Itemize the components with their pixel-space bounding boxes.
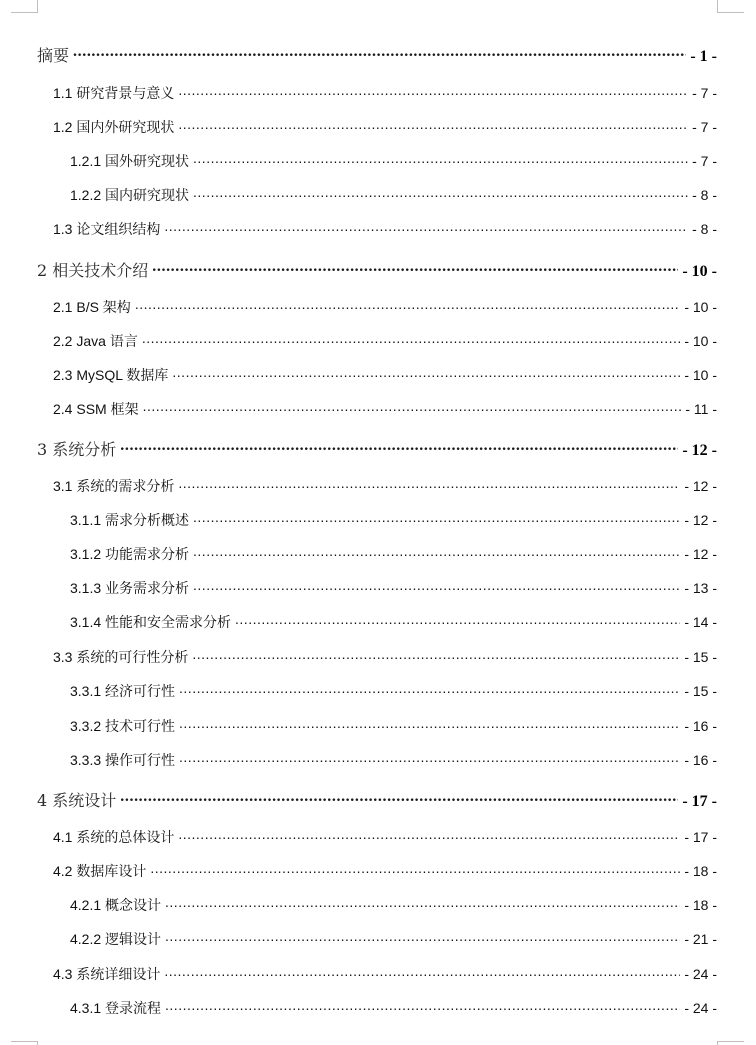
crop-mark-bottom-left-h (11, 1041, 38, 1042)
dot-leader (178, 828, 680, 842)
toc-entry[interactable] (37, 788, 717, 811)
toc-entry[interactable] (70, 998, 717, 1018)
toc-entry[interactable] (70, 151, 717, 171)
toc-entry-label: 2.2 Java 语言 (53, 333, 138, 349)
toc-entry[interactable] (70, 544, 717, 564)
toc-entry-label: 3.3.1 经济可行性 (70, 683, 176, 699)
dot-leader (179, 682, 680, 696)
toc-entry-page: - 17 - (682, 793, 717, 810)
toc-entry-label: 3.1.4 性能和安全需求分析 (70, 614, 232, 630)
dot-leader (73, 45, 686, 61)
dot-leader (178, 118, 688, 132)
toc-entry[interactable] (53, 647, 717, 667)
toc-entry-page: - 15 - (684, 683, 717, 699)
toc-entry-page: - 8 - (692, 187, 717, 203)
toc-entry[interactable] (37, 437, 717, 460)
dot-leader (165, 896, 680, 910)
toc-entry-label: 2.1 B/S 架构 (53, 299, 131, 315)
toc-entry-label: 3.1.2 功能需求分析 (70, 546, 190, 562)
toc-entry-page: - 21 - (684, 931, 717, 947)
dot-leader (178, 477, 680, 491)
toc-entry-page: - 24 - (684, 1000, 717, 1016)
toc-entry-page: - 10 - (682, 263, 717, 280)
toc-entry[interactable] (53, 83, 717, 103)
toc-entry-page: - 10 - (684, 299, 717, 315)
toc-entry-page: - 18 - (684, 897, 717, 913)
toc-entry-label: 3.1 系统的需求分析 (53, 478, 175, 494)
toc-entry-page: - 7 - (692, 153, 717, 169)
dot-leader (193, 579, 680, 593)
toc-entry-page: - 14 - (684, 614, 717, 630)
dot-leader (152, 260, 678, 276)
toc-entry-page: - 15 - (684, 649, 717, 665)
toc-entry-label: 4.3 系统详细设计 (53, 966, 161, 982)
toc-entry[interactable] (37, 43, 717, 66)
dot-leader (172, 366, 680, 380)
dot-leader (193, 545, 680, 559)
dot-leader (193, 152, 688, 166)
toc-entry-label: 3.3.2 技术可行性 (70, 718, 176, 734)
toc-entry-label: 3.1.3 业务需求分析 (70, 580, 190, 596)
toc-entry-page: - 7 - (692, 85, 717, 101)
dot-leader (120, 790, 678, 806)
dot-leader (150, 862, 680, 876)
toc-entry-page: - 10 - (684, 367, 717, 383)
toc-entry-page: - 16 - (684, 752, 717, 768)
dot-leader (164, 220, 688, 234)
dot-leader (235, 613, 680, 627)
toc-entry-label: 3.3 系统的可行性分析 (53, 649, 189, 665)
toc-entry-page: - 12 - (682, 442, 717, 459)
toc-entry-page: - 24 - (684, 966, 717, 982)
toc-entry-label: 1.2 国内外研究现状 (53, 119, 175, 135)
toc-entry-page: - 16 - (684, 718, 717, 734)
toc-entry-label: 1.2.1 国外研究现状 (70, 153, 190, 169)
toc-entry[interactable] (53, 399, 717, 419)
toc-entry[interactable] (53, 117, 717, 137)
toc-entry-label: 摘要 (37, 46, 70, 65)
toc-entry[interactable] (70, 185, 717, 205)
toc-entry-label: 3.3.3 操作可行性 (70, 752, 176, 768)
toc-entry-label: 2.4 SSM 框架 (53, 401, 139, 417)
toc-entry-label: 1.1 研究背景与意义 (53, 85, 175, 101)
toc-entry-label: 1.3 论文组织结构 (53, 221, 161, 237)
toc-entry[interactable] (53, 297, 717, 317)
dot-leader (193, 186, 688, 200)
toc-entry-page: - 13 - (684, 580, 717, 596)
toc-entry-label: 3 系统分析 (37, 440, 117, 459)
toc-entry[interactable] (70, 716, 717, 736)
toc-entry[interactable] (53, 365, 717, 385)
toc-entry-page: - 7 - (692, 119, 717, 135)
crop-mark-top-left-v (37, 0, 38, 13)
toc-entry-page: - 8 - (692, 221, 717, 237)
toc-entry-page: - 1 - (690, 48, 717, 65)
crop-mark-top-left-h (11, 12, 38, 13)
toc-entry[interactable] (70, 510, 717, 530)
dot-leader (165, 999, 680, 1013)
crop-mark-bottom-right-h (717, 1041, 744, 1042)
toc-entry-label: 4.2.2 逻辑设计 (70, 931, 162, 947)
toc-entry-label: 4.2.1 概念设计 (70, 897, 162, 913)
toc-entry-page: - 18 - (684, 863, 717, 879)
toc-entry-page: - 12 - (684, 478, 717, 494)
toc-entry-page: - 12 - (684, 546, 717, 562)
dot-leader (164, 965, 680, 979)
toc-entry-label: 4.2 数据库设计 (53, 863, 147, 879)
toc-entry-label: 2 相关技术介绍 (37, 261, 149, 280)
dot-leader (179, 717, 680, 731)
dot-leader (143, 400, 682, 414)
toc-entry-label: 1.2.2 国内研究现状 (70, 187, 190, 203)
toc-entry[interactable] (53, 331, 717, 351)
crop-mark-bottom-left-v (37, 1041, 38, 1045)
toc-entry[interactable] (53, 827, 717, 847)
dot-leader (192, 648, 680, 662)
dot-leader (142, 332, 680, 346)
toc-entry[interactable] (70, 681, 717, 701)
dot-leader (165, 930, 680, 944)
toc-entry[interactable] (70, 929, 717, 949)
toc-entry[interactable] (53, 476, 717, 496)
toc-entry[interactable] (37, 258, 717, 281)
dot-leader (135, 298, 681, 312)
toc-entry-page: - 11 - (685, 401, 717, 417)
toc-entry-page: - 12 - (684, 512, 717, 528)
dot-leader (120, 439, 678, 455)
toc-entry[interactable] (70, 895, 717, 915)
toc-entry[interactable] (70, 612, 717, 632)
toc-entry[interactable] (53, 861, 717, 881)
dot-leader (179, 751, 680, 765)
toc-entry-page: - 17 - (684, 829, 717, 845)
toc-entry[interactable] (70, 578, 717, 598)
toc-entry[interactable] (53, 964, 717, 984)
dot-leader (178, 84, 688, 98)
toc-entry-label: 4.3.1 登录流程 (70, 1000, 162, 1016)
toc-entry[interactable] (53, 219, 717, 239)
dot-leader (193, 511, 680, 525)
toc-entry[interactable] (70, 750, 717, 770)
toc-entry-label: 4.1 系统的总体设计 (53, 829, 175, 845)
toc-entry-label: 3.1.1 需求分析概述 (70, 512, 190, 528)
toc-entry-page: - 10 - (684, 333, 717, 349)
toc-entry-label: 2.3 MySQL 数据库 (53, 367, 169, 383)
crop-mark-top-right-h (717, 12, 744, 13)
toc-entry-label: 4 系统设计 (37, 791, 117, 810)
